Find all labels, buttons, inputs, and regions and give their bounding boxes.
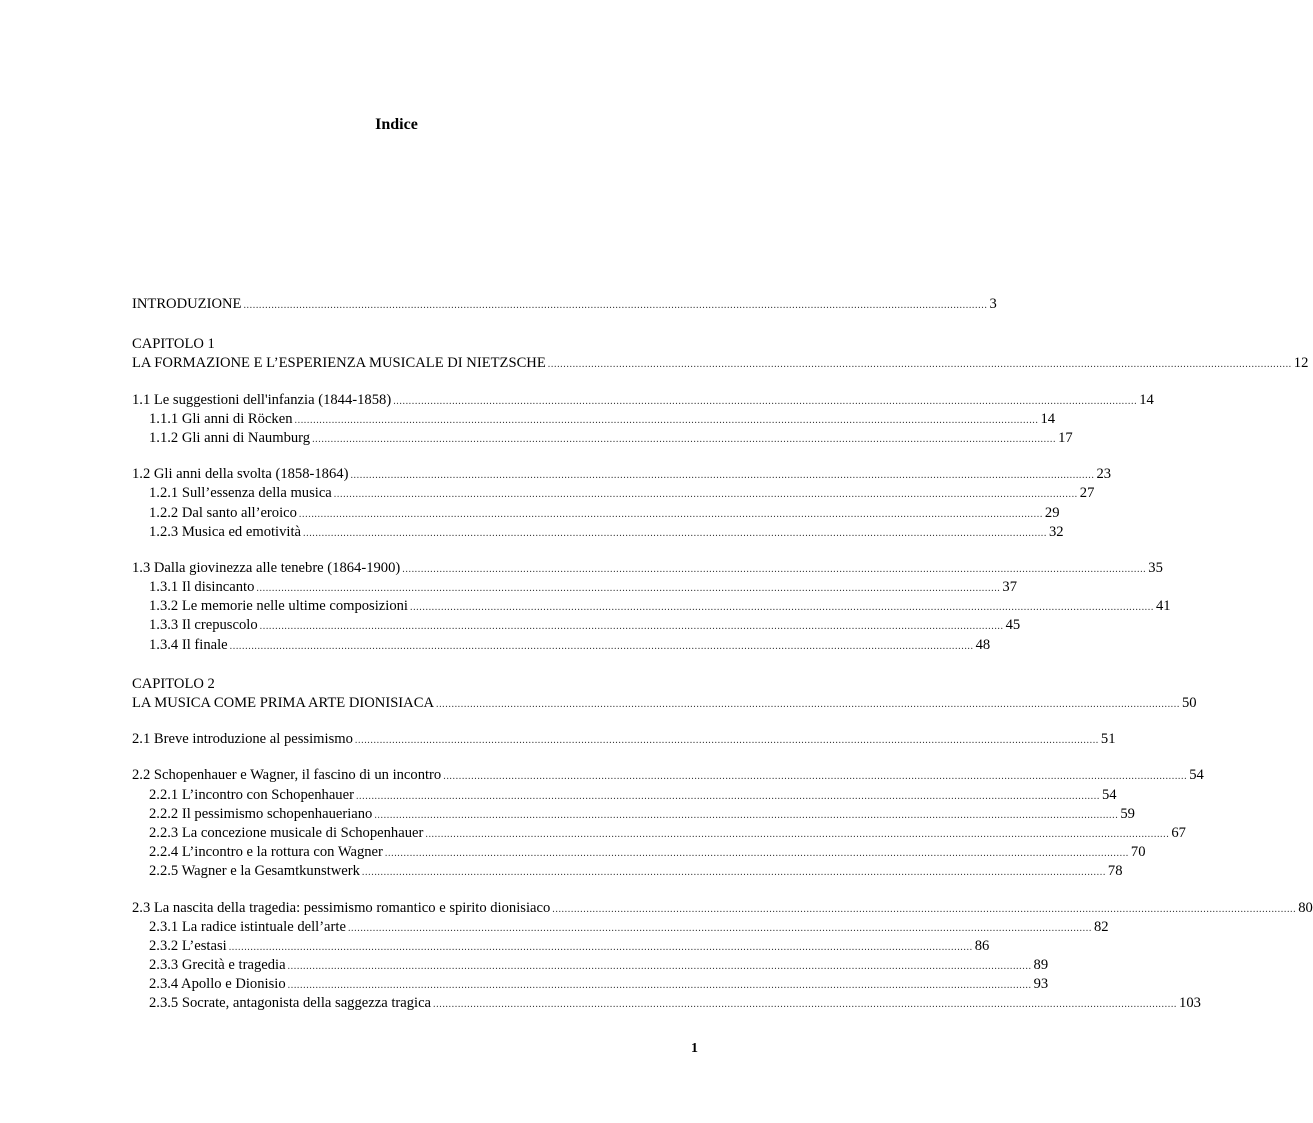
toc-page-number: 29 bbox=[1044, 504, 1060, 521]
toc-entry-subsection[interactable] bbox=[132, 410, 1056, 429]
toc-entry-subsection[interactable] bbox=[132, 975, 1049, 994]
toc-page-number: 23 bbox=[1096, 466, 1112, 483]
page-number: 1 bbox=[691, 1041, 698, 1056]
toc-entry-section-2-1[interactable] bbox=[132, 730, 1116, 749]
toc-entry-text: 1.3.3 Il crepuscolo bbox=[149, 617, 258, 634]
dot-leader: ................................................................................................................................................................................................................................................ bbox=[409, 602, 1154, 614]
toc-entry-subsection[interactable] bbox=[132, 937, 990, 956]
toc-entry-text: 2.2 Schopenhauer e Wagner, il fascino di un incontro bbox=[132, 767, 442, 784]
dot-leader: ................................................................................................................................................................................................................................................ bbox=[228, 941, 973, 953]
toc-entry-section-1-2[interactable] bbox=[132, 465, 1112, 484]
toc-entry-subsection[interactable] bbox=[132, 918, 1109, 937]
toc-entry-text: 2.3.1 La radice istintuale dell’arte bbox=[149, 918, 346, 935]
chapter-label: CAPITOLO 2 bbox=[132, 675, 215, 692]
dot-leader: ................................................................................................................................................................................................................................................ bbox=[355, 790, 1100, 802]
dot-leader: ................................................................................................................................................................................................................................................ bbox=[312, 433, 1057, 445]
dot-leader: ................................................................................................................................................................................................................................................ bbox=[552, 903, 1297, 915]
chapter-label: CAPITOLO 1 bbox=[132, 336, 215, 353]
toc-page-number: 17 bbox=[1058, 429, 1073, 446]
table-of-contents bbox=[132, 295, 1313, 1014]
toc-page-number: 27 bbox=[1079, 485, 1095, 502]
toc-entry-subsection[interactable] bbox=[132, 429, 1073, 448]
toc-entry-text: 1.3.1 Il disincanto bbox=[149, 579, 255, 596]
toc-page-number: 80 bbox=[1298, 899, 1313, 916]
toc-entry-section-1-3[interactable] bbox=[132, 559, 1163, 578]
toc-entry-section-2-3[interactable] bbox=[132, 899, 1313, 918]
toc-entry-subsection[interactable] bbox=[132, 523, 1064, 542]
dot-leader: ................................................................................................................................................................................................................................................ bbox=[425, 828, 1170, 840]
dot-leader: ................................................................................................................................................................................................................................................ bbox=[393, 395, 1138, 407]
dot-leader: ................................................................................................................................................................................................................................................ bbox=[354, 735, 1099, 747]
toc-page-number: 48 bbox=[975, 636, 991, 653]
toc-entry-chapter-1[interactable] bbox=[132, 354, 1309, 373]
toc-page-number: 89 bbox=[1033, 957, 1049, 974]
toc-page-number: 103 bbox=[1179, 995, 1201, 1012]
toc-entry-subsection[interactable] bbox=[132, 805, 1135, 824]
toc-page-number: 14 bbox=[1040, 410, 1056, 427]
dot-leader: ................................................................................................................................................................................................................................................ bbox=[229, 640, 974, 652]
toc-entry-text: 2.3 La nascita della tragedia: pessimismo romantico e spirito dionisiaco bbox=[132, 899, 551, 916]
dot-leader: ................................................................................................................................................................................................................................................ bbox=[374, 809, 1119, 821]
toc-page-number: 51 bbox=[1100, 731, 1116, 748]
toc-entry-subsection[interactable] bbox=[132, 843, 1146, 862]
dot-leader: ................................................................................................................................................................................................................................................ bbox=[259, 621, 1004, 633]
dot-leader: ................................................................................................................................................................................................................................................ bbox=[287, 980, 1032, 992]
toc-entry-text: 2.3.2 L’estasi bbox=[149, 937, 227, 954]
toc-page-number: 32 bbox=[1049, 523, 1064, 540]
toc-entry-text: 1.2.1 Sull’essenza della musica bbox=[149, 485, 332, 502]
toc-entry-text: 2.2.3 La concezione musicale di Schopenhauer bbox=[149, 824, 424, 841]
toc-entry-text: 1.1.2 Gli anni di Naumburg bbox=[149, 429, 311, 446]
toc-entry-text: 1.1 Le suggestioni dell'infanzia (1844-1858) bbox=[132, 391, 392, 408]
toc-entry-text: 1.2 Gli anni della svolta (1858-1864) bbox=[132, 466, 349, 483]
toc-entry-text: 2.3.4 Apollo e Dionisio bbox=[149, 976, 286, 993]
dot-leader: ................................................................................................................................................................................................................................................ bbox=[435, 699, 1180, 710]
toc-entry-subsection[interactable] bbox=[132, 956, 1049, 975]
toc-entry-subsection[interactable] bbox=[132, 484, 1095, 503]
toc-page-number: 41 bbox=[1155, 598, 1171, 615]
toc-page-number: 54 bbox=[1189, 767, 1204, 784]
dot-leader: ................................................................................................................................................................................................................................................ bbox=[243, 300, 988, 311]
dot-leader: ................................................................................................................................................................................................................................................ bbox=[303, 527, 1047, 539]
toc-entry-subsection[interactable] bbox=[132, 616, 1021, 635]
toc-entry-text: 1.2.2 Dal santo all’eroico bbox=[149, 504, 297, 521]
toc-page-number: 82 bbox=[1093, 918, 1109, 935]
dot-leader: ................................................................................................................................................................................................................................................ bbox=[547, 359, 1292, 371]
dot-leader: ................................................................................................................................................................................................................................................ bbox=[347, 922, 1092, 934]
dot-leader: ................................................................................................................................................................................................................................................ bbox=[443, 771, 1188, 783]
toc-entry-text: 2.3.5 Socrate, antagonista della saggezza tragica bbox=[149, 995, 432, 1012]
toc-page-number: 45 bbox=[1005, 617, 1021, 634]
dot-leader: ................................................................................................................................................................................................................................................ bbox=[433, 999, 1178, 1011]
toc-page-number: 37 bbox=[1002, 579, 1017, 596]
toc-entry-subsection[interactable] bbox=[132, 504, 1060, 523]
toc-page-number: 59 bbox=[1120, 805, 1135, 822]
toc-page-number: 54 bbox=[1101, 786, 1117, 803]
toc-page-number: 50 bbox=[1181, 695, 1197, 711]
toc-entry-subsection[interactable] bbox=[132, 862, 1123, 881]
toc-entry-text: 1.2.3 Musica ed emotività bbox=[149, 523, 301, 540]
dot-leader: ................................................................................................................................................................................................................................................ bbox=[350, 470, 1095, 482]
toc-entry-section-1-1[interactable] bbox=[132, 391, 1154, 410]
dot-leader: ................................................................................................................................................................................................................................................ bbox=[287, 961, 1032, 973]
toc-entry-text: LA FORMAZIONE E L’ESPERIENZA MUSICALE DI NIETZSCHE bbox=[132, 355, 546, 372]
toc-entry-text: 2.3.3 Grecità e tragedia bbox=[149, 957, 286, 974]
dot-leader: ................................................................................................................................................................................................................................................ bbox=[361, 867, 1106, 879]
toc-entry-text: 2.2.5 Wagner e la Gesamtkunstwerk bbox=[149, 863, 360, 880]
toc-entry-text: 1.3.2 Le memorie nelle ultime composizioni bbox=[149, 598, 408, 615]
toc-page-number: 93 bbox=[1033, 976, 1049, 993]
dot-leader: ................................................................................................................................................................................................................................................ bbox=[402, 563, 1147, 575]
toc-entry-text: 2.2.2 Il pessimismo schopenhaueriano bbox=[149, 805, 373, 822]
toc-entry-text: INTRODUZIONE bbox=[132, 296, 242, 312]
toc-entry-text: 1.3.4 Il finale bbox=[149, 636, 228, 653]
toc-entry-text: 1.1.1 Gli anni di Röcken bbox=[149, 410, 293, 427]
toc-entry-text: 2.2.4 L’incontro e la rottura con Wagner bbox=[149, 844, 383, 861]
toc-page-number: 78 bbox=[1107, 863, 1123, 880]
toc-entry-section-2-2[interactable] bbox=[132, 766, 1204, 785]
dot-leader: ................................................................................................................................................................................................................................................ bbox=[384, 848, 1129, 860]
toc-page-number: 14 bbox=[1139, 391, 1154, 408]
toc-entry-subsection[interactable] bbox=[132, 786, 1117, 805]
toc-entry-text: 1.3 Dalla giovinezza alle tenebre (1864-1900) bbox=[132, 559, 401, 576]
dot-leader: ................................................................................................................................................................................................................................................ bbox=[294, 414, 1039, 426]
toc-entry-subsection[interactable] bbox=[132, 994, 1201, 1013]
toc-entry-introduction[interactable] bbox=[132, 295, 997, 314]
toc-entry-subsection[interactable] bbox=[132, 597, 1171, 616]
toc-page-number: 12 bbox=[1293, 355, 1309, 372]
toc-page-number: 67 bbox=[1171, 824, 1186, 841]
page-title: Indice bbox=[375, 116, 418, 133]
toc-entry-chapter-2[interactable] bbox=[132, 694, 1197, 713]
toc-entry-text: 2.1 Breve introduzione al pessimismo bbox=[132, 731, 353, 748]
toc-entry-subsection[interactable] bbox=[132, 578, 1017, 597]
dot-leader: ................................................................................................................................................................................................................................................ bbox=[333, 489, 1078, 501]
toc-entry-subsection[interactable] bbox=[132, 636, 991, 655]
toc-page-number: 70 bbox=[1130, 844, 1146, 861]
toc-page-number: 3 bbox=[989, 296, 997, 312]
toc-entry-text: LA MUSICA COME PRIMA ARTE DIONISIACA bbox=[132, 695, 434, 711]
toc-entry-text: 2.2.1 L’incontro con Schopenhauer bbox=[149, 786, 354, 803]
dot-leader: ................................................................................................................................................................................................................................................ bbox=[298, 508, 1043, 520]
dot-leader: ................................................................................................................................................................................................................................................ bbox=[256, 583, 1001, 595]
toc-page-number: 86 bbox=[974, 937, 990, 954]
toc-page-number: 35 bbox=[1148, 559, 1163, 576]
toc-entry-subsection[interactable] bbox=[132, 824, 1186, 843]
